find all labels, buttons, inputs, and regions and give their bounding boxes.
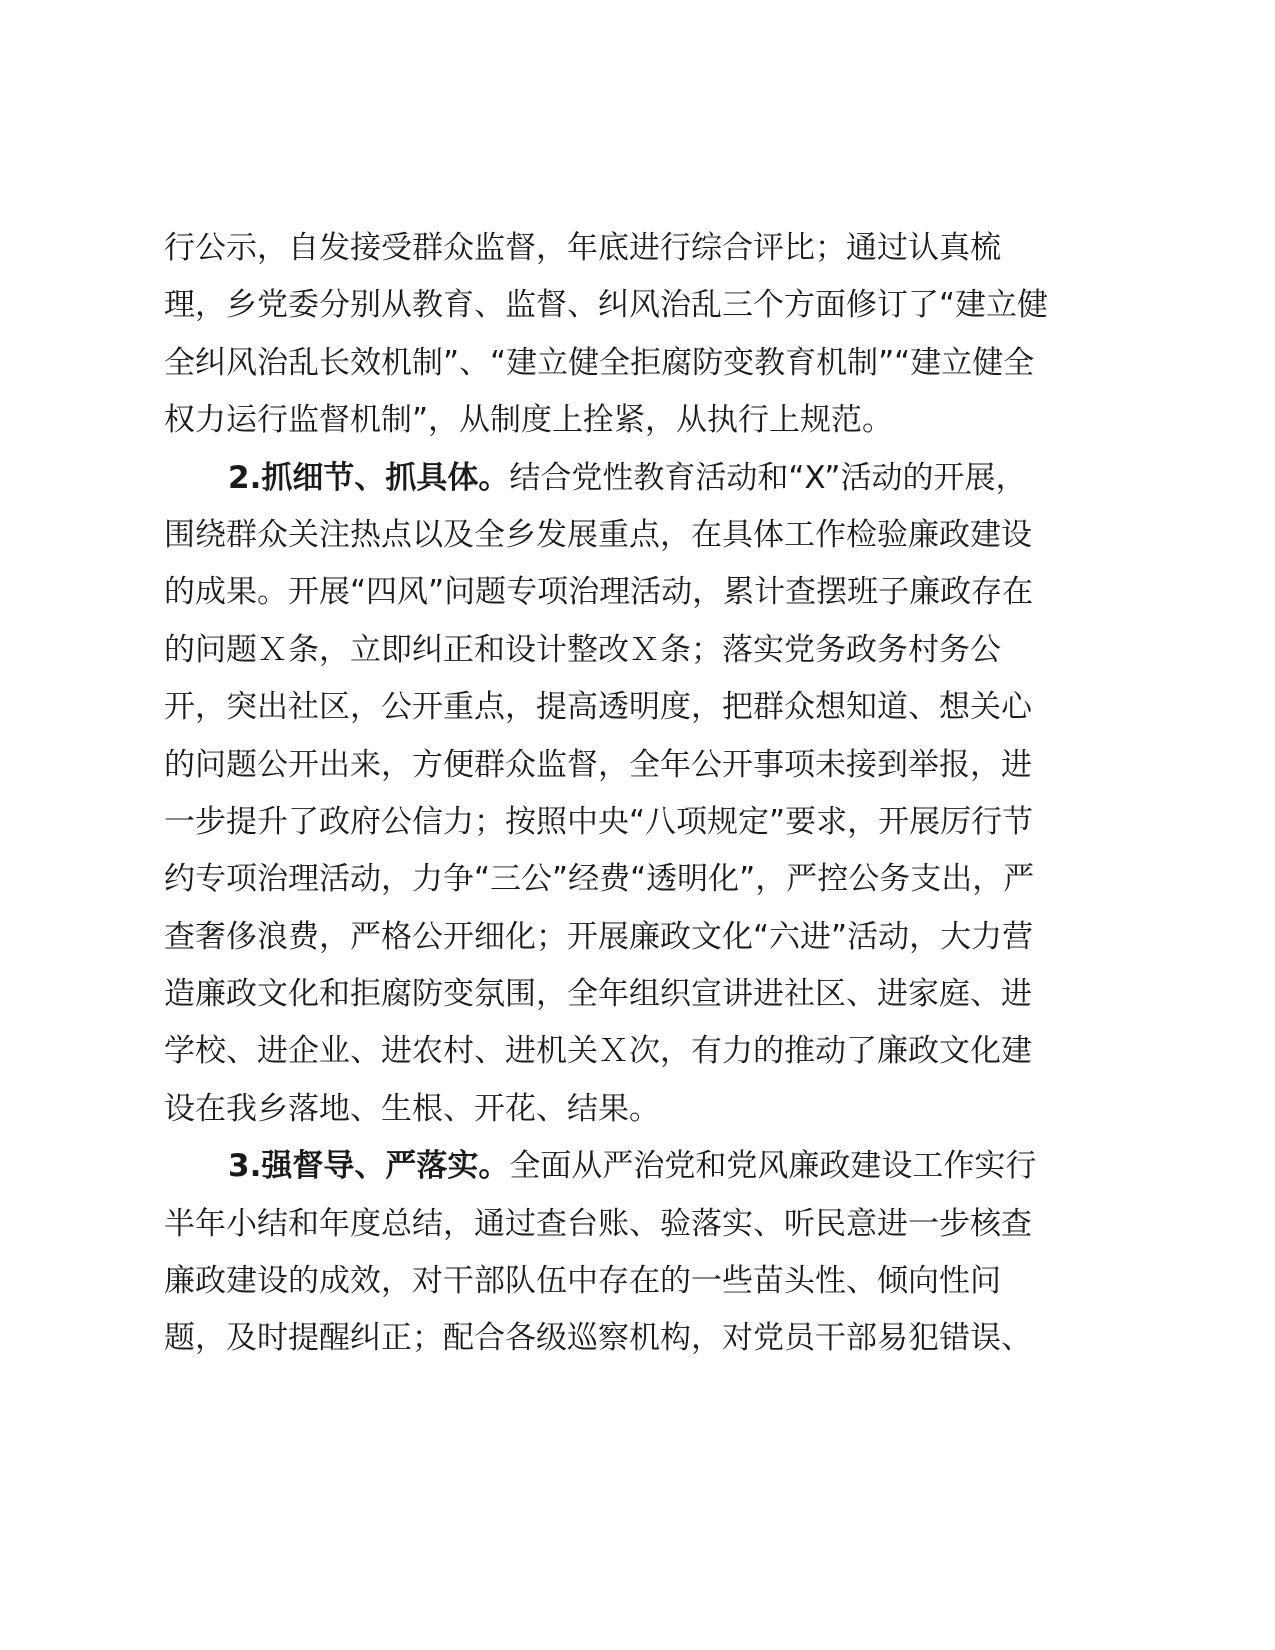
text-line: 全纠风治乱长效机制”、“建立健全拒腐防变教育机制”“建立健全 xyxy=(164,344,1035,381)
paragraph-first-line xyxy=(164,1138,1114,1195)
text-line: 一步提升了政府公信力；按照中央“八项规定”要求，开展厉行节 xyxy=(164,803,1034,840)
paragraph-first-line xyxy=(164,450,1114,507)
text-line: 题，及时提醒纠正；配合各级巡察机构，对党员干部易犯错误、 xyxy=(164,1320,1032,1357)
text-line: 围绕群众关注热点以及全乡发展重点，在具体工作检验廉政建设 xyxy=(164,516,1032,553)
text-line: 权力运行监督机制”，从制度上拴紧，从执行上规范。 xyxy=(164,402,894,439)
paragraph-2 xyxy=(164,450,1114,1139)
paragraph-3 xyxy=(164,1138,1114,1368)
text-line: 开，突出社区，公开重点，提高透明度，把群众想知道、想关心 xyxy=(164,689,1032,726)
text-line: 造廉政文化和拒腐防变氛围，全年组织宣讲进社区、进家庭、进 xyxy=(164,976,1032,1013)
text-line: 的问题Ｘ条，立即纠正和设计整改Ｘ条；落实党务政务村务公 xyxy=(164,631,1001,668)
document-body xyxy=(164,220,1114,1368)
paragraph-1 xyxy=(164,220,1114,450)
text-line: 的成果。开展“四风”问题专项治理活动，累计查摆班子廉政存在 xyxy=(164,574,1034,611)
text-line: 理，乡党委分别从教育、监督、纠风治乱三个方面修订了“建立健 xyxy=(164,287,1049,324)
text-line: 设在我乡落地、生根、开花、结果。 xyxy=(164,1090,660,1127)
text-line: 查奢侈浪费，严格公开细化；开展廉政文化“六进”活动，大力营 xyxy=(164,918,1034,955)
text-line: 学校、进企业、进农村、进机关Ｘ次，有力的推动了廉政文化建 xyxy=(164,1033,1032,1070)
text-line: 廉政建设的成效，对干部队伍中存在的一些苗头性、倾向性问 xyxy=(164,1263,1001,1300)
section-heading: 3.强督导、严落实。 xyxy=(228,1148,510,1185)
text-line: 约专项治理活动，力争“三公”经费“透明化”，严控公务支出，严 xyxy=(164,861,1035,898)
section-heading: 2.抓细节、抓具体。 xyxy=(228,459,510,496)
text-line: 半年小结和年度总结，通过查台账、验落实、听民意进一步核查 xyxy=(164,1205,1032,1242)
text-run: 结合党性教育活动和“X”活动的开展， xyxy=(509,459,1027,496)
text-run: 全面从严治党和党风廉政建设工作实行 xyxy=(509,1148,1037,1185)
text-line: 行公示，自发接受群众监督，年底进行综合评比；通过认真梳 xyxy=(164,230,1001,266)
text-line: 的问题公开出来，方便群众监督，全年公开事项未接到举报，进 xyxy=(164,746,1032,783)
